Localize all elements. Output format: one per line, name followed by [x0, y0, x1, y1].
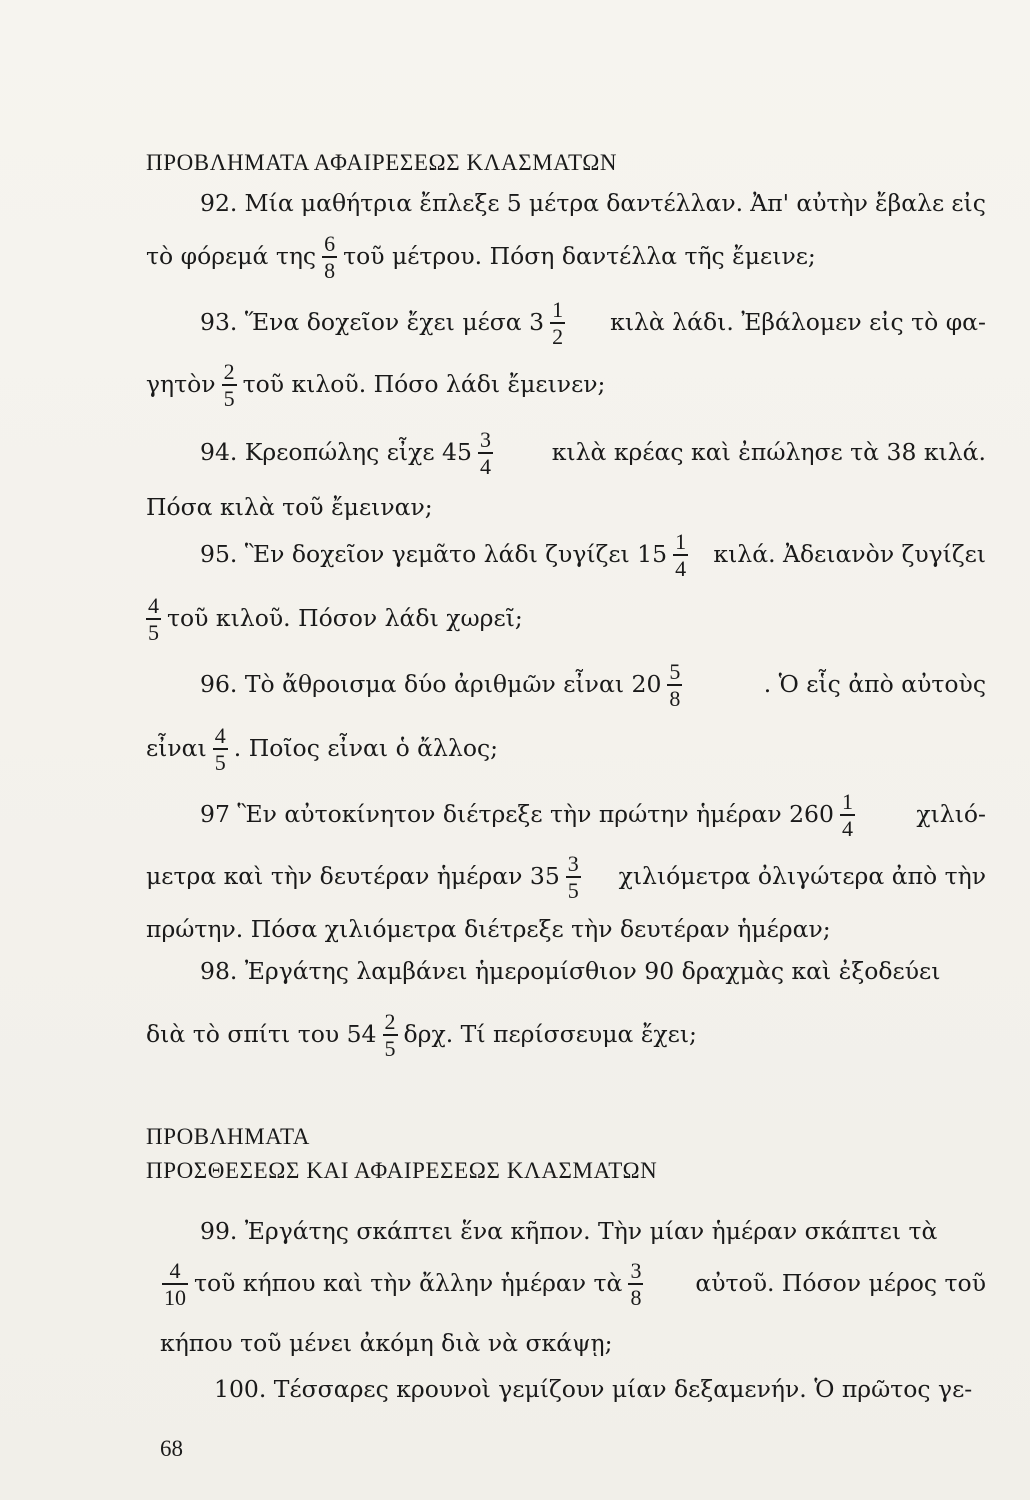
problem-92-line-1	[200, 189, 986, 217]
problem-95-line-2: $\frac{4}{5}$ τοῦ κιλοῦ. Πόσον λάδι χωρεῖ;	[148, 593, 523, 645]
fraction-3-8: $\frac{3}{8}$	[630, 1258, 642, 1310]
word: μέτρα	[528, 189, 600, 217]
fraction-4-5: $\frac{4}{5}$	[148, 593, 159, 645]
fraction-6-8: $\frac{6}{8}$	[324, 231, 336, 283]
word: αὐτὴν	[796, 189, 868, 217]
word: ἔβαλε	[875, 189, 945, 217]
problem-95-line-1: 95. Ἓν δοχεῖον γεμᾶτο λάδι ζυγίζει 15 $\frac{1}{4}$ κιλά. Ἀδειανὸν ζυγίζει	[200, 529, 986, 581]
word: 5	[506, 189, 522, 217]
page-number: 68	[160, 1436, 183, 1461]
fraction-3-5: $\frac{3}{5}$	[567, 851, 579, 903]
word: 92.	[200, 189, 238, 217]
section-heading-add-subtract-1: ΠΡΟΒΛΗΜΑΤΑ	[146, 1124, 310, 1149]
problem-99-line-3: κήπου τοῦ μένει ἀκόμη διὰ νὰ σκάψῃ;	[160, 1329, 613, 1357]
fraction-1-4: $\frac{1}{4}$	[675, 529, 687, 581]
word: Ἀπ'	[750, 189, 790, 217]
problem-94-line-1: 94. Κρεοπώλης εἶχε 45 $\frac{3}{4}$ κιλὰ κρέας καὶ ἐπώλησε τὰ 38 κιλά.	[200, 427, 986, 479]
problem-92-line-2: τὸ φόρεμά της $\frac{6}{8}$ τοῦ μέτρου. Πόση δαντέλλα τῆς ἔμεινε;	[146, 231, 816, 283]
word: ἔπλεξε	[419, 189, 500, 217]
fraction-1-4b: $\frac{1}{4}$	[841, 789, 853, 841]
problem-99-line-1: 99. Ἐργάτης σκάπτει ἕνα κῆπον. Τὴν μίαν ἡμέραν σκάπτει τὰ	[200, 1217, 938, 1245]
problem-97-line-2: μετρα καὶ τὴν δευτέραν ἡμέραν 35 $\frac{3}{5}$ χιλιόμετρα ὀλιγώτερα ἀπὸ τὴν	[146, 851, 986, 903]
word: εἰς	[951, 189, 986, 217]
problem-100-line-1: 100. Τέσσαρες κρουνοὶ γεμίζουν μίαν δεξαμενήν. Ὁ πρῶτος γε-	[214, 1375, 973, 1403]
word: δαντέλλαν.	[606, 189, 744, 217]
fraction-2-5: $\frac{2}{5}$	[223, 359, 235, 411]
word: μαθήτρια	[300, 189, 413, 217]
problem-96-line-2: εἶναι $\frac{4}{5}$ . Ποῖος εἶναι ὁ ἄλλος;	[146, 723, 499, 775]
problem-97-line-1: 97 Ἓν αὐτοκίνητον διέτρεξε τὴν πρώτην ἡμέραν 260 $\frac{1}{4}$ χιλιό-	[200, 789, 986, 841]
problem-99-line-2: $\frac{4}{10}$ τοῦ κήπου καὶ τὴν ἄλλην ἡμέραν τὰ $\frac{3}{8}$ αὐτοῦ. Πόσον μέρος τοῦ	[164, 1258, 986, 1310]
word: Μία	[244, 189, 294, 217]
fraction-3-4: $\frac{3}{4}$	[479, 427, 491, 479]
fraction-2-5b: $\frac{2}{5}$	[384, 1009, 396, 1061]
section-heading-subtraction: ΠΡΟΒΛΗΜΑΤΑ ΑΦΑΙΡΕΣΕΩΣ ΚΛΑΣΜΑΤΩΝ	[146, 150, 618, 175]
problem-98-line-2: διὰ τὸ σπίτι του 54 $\frac{2}{5}$ δρχ. Τί περίσσευμα ἔχει;	[146, 1009, 697, 1061]
fraction-5-8: $\frac{5}{8}$	[669, 659, 681, 711]
problem-96-line-1: 96. Τὸ ἄθροισμα δύο ἀριθμῶν εἶναι 20 $\frac{5}{8}$ . Ὁ εἷς ἀπὸ αὐτοὺς	[200, 659, 986, 711]
fraction-1-2: $\frac{1}{2}$	[552, 297, 564, 349]
problem-93-line-2: γητὸν $\frac{2}{5}$ τοῦ κιλοῦ. Πόσο λάδι ἔμεινεν;	[146, 359, 606, 411]
problem-93-line-1: 93. Ἕνα δοχεῖον ἔχει μέσα 3 $\frac{1}{2}$ κιλὰ λάδι. Ἐβάλομεν εἰς τὸ φα-	[200, 297, 986, 349]
problem-98-line-1: 98. Ἐργάτης λαμβάνει ἡμερομίσθιον 90 δραχμὰς καὶ ἐξοδεύει	[200, 957, 941, 985]
section-heading-add-subtract-2: ΠΡΟΣΘΕΣΕΩΣ ΚΑΙ ΑΦΑΙΡΕΣΕΩΣ ΚΛΑΣΜΑΤΩΝ	[146, 1158, 658, 1183]
problem-94-line-2: Πόσα κιλὰ τοῦ ἔμειναν;	[146, 493, 433, 521]
fraction-4-5b: $\frac{4}{5}$	[214, 723, 226, 775]
fraction-4-10: $\frac{4}{10}$	[164, 1258, 186, 1310]
problem-97-line-3: πρώτην. Πόσα χιλιόμετρα διέτρεξε τὴν δευτέραν ἡμέραν;	[146, 915, 831, 943]
